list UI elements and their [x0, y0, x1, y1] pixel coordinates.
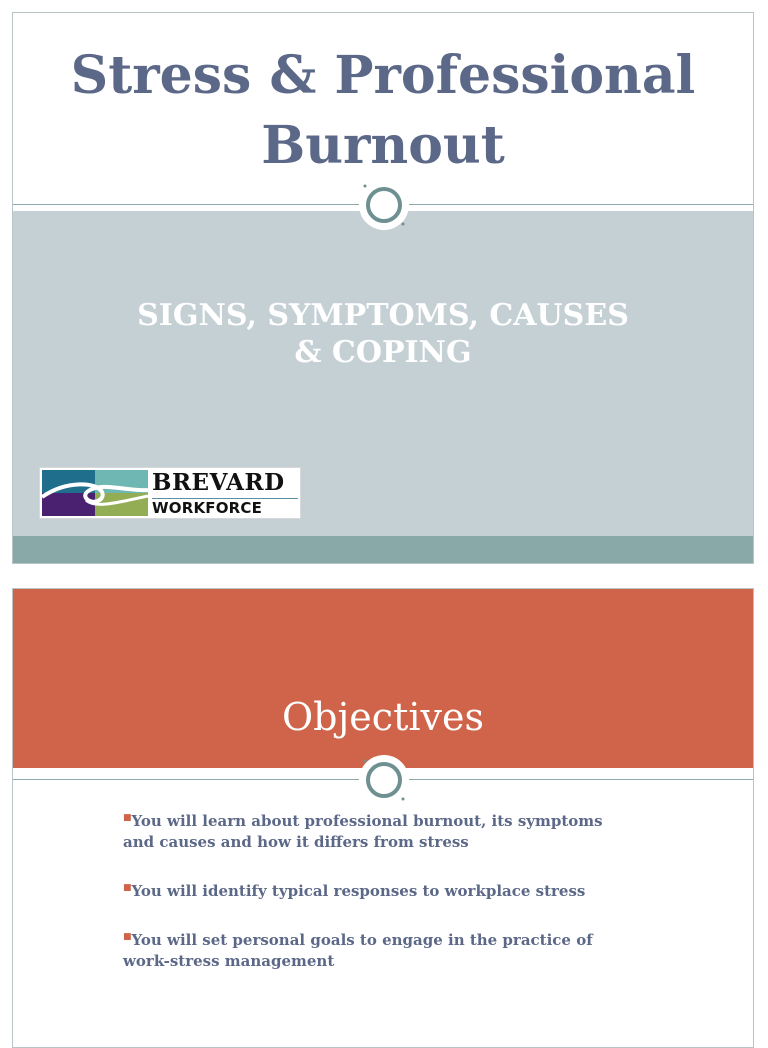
list-item — [123, 811, 643, 853]
circle-ornament-icon — [358, 179, 410, 231]
logo-sub-text: WORKFORCE — [152, 499, 263, 517]
objectives-list — [123, 811, 643, 1000]
bullet-line-1: You will learn about professional burnout, its symptoms — [131, 812, 603, 830]
bullet-line-1: You will identify typical responses to workplace stress — [131, 882, 586, 900]
objectives-header-band — [13, 589, 753, 768]
logo-brand-text: BREVARD — [152, 469, 285, 496]
bullet-icon: ■ — [123, 883, 132, 893]
title-line-1: Stress & Professional — [70, 45, 696, 106]
subtitle-line-2: & COPING — [294, 335, 472, 370]
logo-mark-icon — [42, 470, 148, 516]
bullet-line-1: You will set personal goals to engage in the practice of — [131, 931, 593, 949]
circle-ornament-icon — [358, 754, 410, 806]
subtitle-line-1: SIGNS, SYMPTOMS, CAUSES — [137, 298, 629, 333]
list-item — [123, 881, 643, 902]
bullet-line-2: work-stress management — [123, 952, 335, 970]
slide-subtitle — [13, 297, 753, 371]
brevard-workforce-logo — [39, 467, 301, 519]
slide-title — [13, 41, 753, 181]
objectives-title: Objectives — [282, 695, 484, 739]
title-line-2: Burnout — [261, 115, 505, 176]
objectives-slide — [12, 588, 754, 1048]
bullet-icon: ■ — [123, 932, 132, 942]
footer-bar — [13, 536, 753, 563]
list-item — [123, 930, 643, 972]
title-slide — [12, 12, 754, 564]
bullet-line-2: and causes and how it differs from stress — [123, 833, 469, 851]
bullet-icon: ■ — [123, 813, 132, 823]
